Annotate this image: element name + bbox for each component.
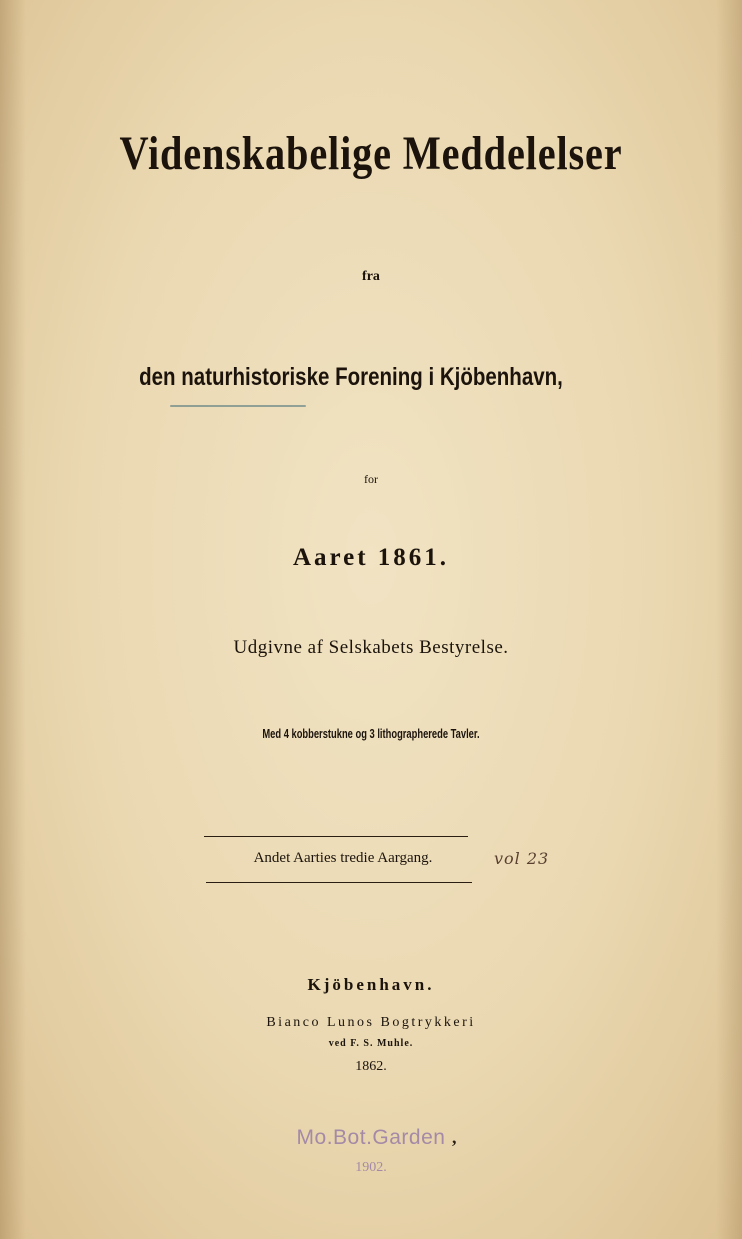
imprint-printer-owner: ved F. S. Muhle.: [328, 1038, 414, 1049]
page-edge-shadow-left: [0, 0, 26, 1239]
for-label: for: [364, 472, 378, 486]
imprint-printer: Bianco Lunos Bogtrykkeri: [266, 1015, 476, 1030]
divider-bottom: [206, 882, 472, 883]
library-stamp-name: Mo.Bot.Garden: [296, 1126, 446, 1149]
stamp-comma-mark: ,: [452, 1127, 457, 1147]
published-by-line: Udgivne af Selskabets Bestyrelse.: [233, 637, 509, 658]
handwritten-volume-note: vol 23: [494, 849, 550, 868]
series-note: Andet Aarties tredie Aargang.: [253, 850, 433, 866]
imprint-city: Kjöbenhavn.: [307, 975, 435, 994]
book-title: Videnskabelige Meddelelser: [119, 127, 623, 180]
ink-underline-mark: [170, 405, 306, 407]
year-line: Aaret 1861.: [292, 544, 450, 571]
page-edge-shadow-right: [716, 0, 742, 1239]
divider-top: [204, 836, 468, 837]
imprint-year: 1862.: [355, 1059, 387, 1074]
library-stamp-year: 1902.: [355, 1160, 387, 1175]
society-name: den naturhistoriske Forening i Kjöbenhavn,: [139, 363, 563, 391]
from-label: fra: [362, 269, 380, 284]
plates-note: Med 4 kobberstukne og 3 lithographerede Tavler.: [262, 726, 480, 741]
